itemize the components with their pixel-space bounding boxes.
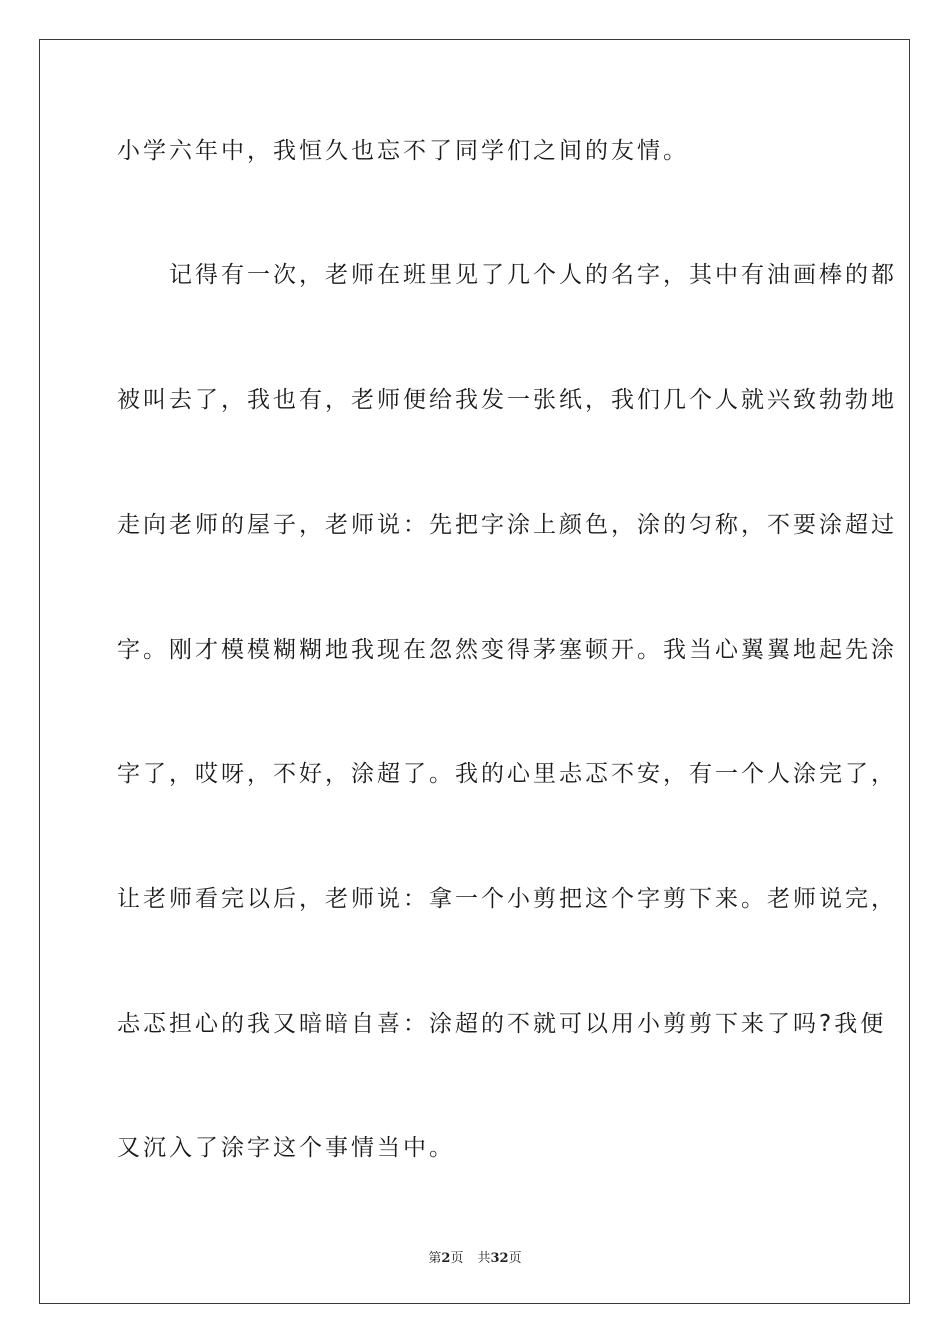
page-border <box>39 39 910 1304</box>
text-line: 忐忑担心的我又暗暗自喜：涂超的不就可以用小剪剪下来了吗?我便 <box>117 1011 887 1037</box>
page-footer <box>0 1247 950 1266</box>
page-prefix: 第 <box>428 1251 442 1266</box>
text-line: 字。刚才模模糊糊地我现在忽然变得茅塞顿开。我当心翼翼地起先涂 <box>117 637 897 663</box>
text-line: 字了，哎呀，不好，涂超了。我的心里忐忑不安，有一个人涂完了， <box>117 761 897 787</box>
total-suffix: 页 <box>508 1251 522 1266</box>
text-line: 小学六年中，我恒久也忘不了同学们之间的友情。 <box>117 138 689 164</box>
text-line: 被叫去了，我也有，老师便给我发一张纸，我们几个人就兴致勃勃地 <box>117 387 897 413</box>
total-prefix: 共 <box>477 1251 491 1266</box>
total-pages: 32 <box>490 1251 509 1266</box>
page-suffix: 页 <box>450 1251 464 1266</box>
text-line: 让老师看完以后，老师说：拿一个小剪把这个字剪下来。老师说完， <box>117 886 897 912</box>
text-line: 又沉入了涂字这个事情当中。 <box>117 1135 455 1161</box>
text-line: 走向老师的屋子，老师说：先把字涂上颜色，涂的匀称，不要涂超过 <box>117 512 897 538</box>
text-line: 记得有一次，老师在班里见了几个人的名字，其中有油画棒的都 <box>117 262 897 288</box>
page-number: 2 <box>441 1251 451 1266</box>
